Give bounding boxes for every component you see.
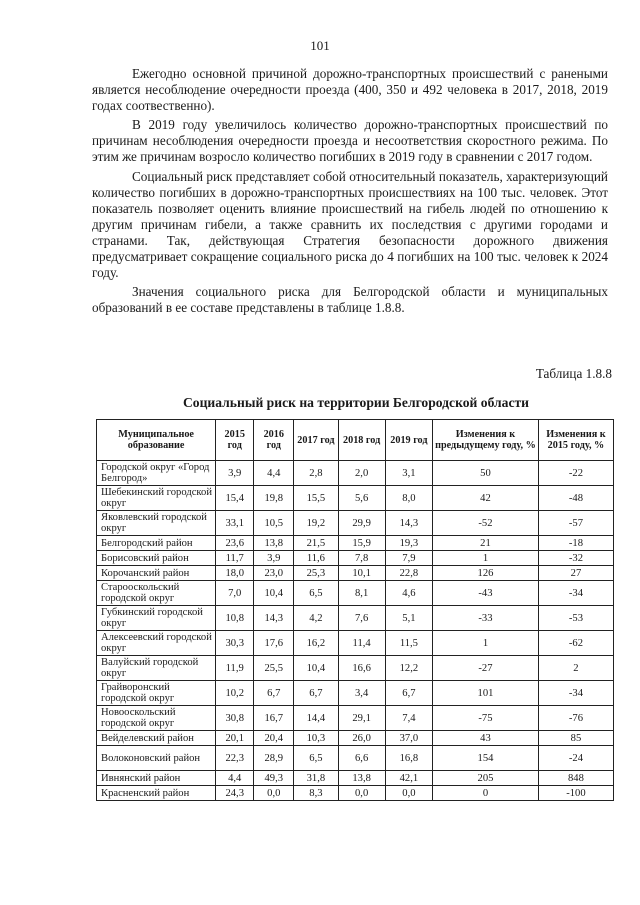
value-cell: 0,0 (338, 786, 385, 801)
value-cell: 16,8 (385, 746, 432, 771)
value-cell: 30,3 (216, 631, 254, 656)
value-cell: 22,3 (216, 746, 254, 771)
value-cell: 6,5 (294, 581, 338, 606)
value-cell: 4,4 (216, 771, 254, 786)
municipality-cell: Губкинский городской округ (97, 606, 216, 631)
table-row (97, 731, 614, 746)
table-row (97, 566, 614, 581)
value-cell: 5,6 (338, 486, 385, 511)
value-cell: 1 (433, 551, 539, 566)
value-cell: -33 (433, 606, 539, 631)
table-row (97, 746, 614, 771)
value-cell: -53 (538, 606, 613, 631)
column-header: 2018 год (338, 420, 385, 461)
value-cell: 10,5 (254, 511, 294, 536)
table-row (97, 606, 614, 631)
value-cell: 10,4 (254, 581, 294, 606)
value-cell: 31,8 (294, 771, 338, 786)
value-cell: 7,9 (385, 551, 432, 566)
column-header: 2015 год (216, 420, 254, 461)
table-row (97, 786, 614, 801)
value-cell: 19,3 (385, 536, 432, 551)
value-cell: 848 (538, 771, 613, 786)
value-cell: 37,0 (385, 731, 432, 746)
value-cell: 43 (433, 731, 539, 746)
table-row (97, 656, 614, 681)
value-cell: 17,6 (254, 631, 294, 656)
municipality-cell: Красненский район (97, 786, 216, 801)
value-cell: 50 (433, 461, 539, 486)
value-cell: 42,1 (385, 771, 432, 786)
value-cell: 85 (538, 731, 613, 746)
paragraph: Социальный риск представляет собой относительный показатель, характеризующий количество погибших в дорожно-транспортных происшествиях на 100 тыс. человек. Этот показатель позволяет оценить влияние происшествий на гибель людей по отношению к другим причинам гибели, а также сравнить их последствия с другими городами и странами. Так, действующая Стратегия безопасности дорожного движения предусматривает сокращение социального риска до 4 погибших на 100 тыс. человек к 2024 году. (92, 168, 608, 281)
municipality-cell: Городской округ «Город Белгород» (97, 461, 216, 486)
value-cell: 15,9 (338, 536, 385, 551)
value-cell: 0,0 (385, 786, 432, 801)
value-cell: 2 (538, 656, 613, 681)
value-cell: 154 (433, 746, 539, 771)
value-cell: -22 (538, 461, 613, 486)
value-cell: -76 (538, 706, 613, 731)
value-cell: 18,0 (216, 566, 254, 581)
municipality-cell: Борисовский район (97, 551, 216, 566)
municipality-cell: Белгородский район (97, 536, 216, 551)
value-cell: 42 (433, 486, 539, 511)
value-cell: 6,6 (338, 746, 385, 771)
value-cell: 11,9 (216, 656, 254, 681)
municipality-cell: Валуйский городской округ (97, 656, 216, 681)
value-cell: 33,1 (216, 511, 254, 536)
value-cell: 7,8 (338, 551, 385, 566)
column-header: Изменения к предыдущему году, % (433, 420, 539, 461)
page-number: 101 (310, 38, 330, 53)
value-cell: -34 (538, 681, 613, 706)
value-cell: 16,7 (254, 706, 294, 731)
value-cell: -32 (538, 551, 613, 566)
value-cell: 3,9 (254, 551, 294, 566)
value-cell: 10,2 (216, 681, 254, 706)
value-cell: 24,3 (216, 786, 254, 801)
value-cell: -48 (538, 486, 613, 511)
value-cell: 4,4 (254, 461, 294, 486)
value-cell: 0,0 (254, 786, 294, 801)
table-row (97, 551, 614, 566)
value-cell: 4,2 (294, 606, 338, 631)
municipality-cell: Грайворонский городской округ (97, 681, 216, 706)
paragraph: Значения социального риска для Белгородской области и муниципальных образований в ее составе представлены в таблице 1.8.8. (92, 284, 608, 316)
value-cell: 15,4 (216, 486, 254, 511)
value-cell: 7,6 (338, 606, 385, 631)
column-header: Изменения к 2015 году, % (538, 420, 613, 461)
value-cell: 6,7 (385, 681, 432, 706)
value-cell: 7,4 (385, 706, 432, 731)
value-cell: 25,3 (294, 566, 338, 581)
value-cell: -52 (433, 511, 539, 536)
value-cell: 21,5 (294, 536, 338, 551)
table-row (97, 511, 614, 536)
value-cell: 11,7 (216, 551, 254, 566)
table-header-row (97, 420, 614, 461)
value-cell: 26,0 (338, 731, 385, 746)
value-cell: -27 (433, 656, 539, 681)
column-header: 2017 год (294, 420, 338, 461)
value-cell: 7,0 (216, 581, 254, 606)
value-cell: 16,6 (338, 656, 385, 681)
municipality-cell: Корочанский район (97, 566, 216, 581)
value-cell: 21 (433, 536, 539, 551)
value-cell: -34 (538, 581, 613, 606)
value-cell: 205 (433, 771, 539, 786)
value-cell: 14,3 (385, 511, 432, 536)
value-cell: 10,1 (338, 566, 385, 581)
value-cell: 10,8 (216, 606, 254, 631)
municipality-cell: Шебекинский городской округ (97, 486, 216, 511)
value-cell: 6,7 (294, 681, 338, 706)
value-cell: 20,4 (254, 731, 294, 746)
value-cell: 10,3 (294, 731, 338, 746)
table-title: Социальный риск на территории Белгородской области (182, 395, 529, 410)
municipality-cell: Волоконовский район (97, 746, 216, 771)
value-cell: 5,1 (385, 606, 432, 631)
value-cell: 3,4 (338, 681, 385, 706)
column-header: 2016 год (254, 420, 294, 461)
value-cell: 3,9 (216, 461, 254, 486)
social-risk-table (96, 419, 614, 801)
value-cell: -43 (433, 581, 539, 606)
value-cell: -18 (538, 536, 613, 551)
value-cell: 3,1 (385, 461, 432, 486)
value-cell: 6,5 (294, 746, 338, 771)
value-cell: 19,8 (254, 486, 294, 511)
value-cell: 20,1 (216, 731, 254, 746)
municipality-cell: Ивнянский район (97, 771, 216, 786)
paragraph: Ежегодно основной причиной дорожно-транспортных происшествий с ранеными является несоблюдение очередности проезда (400, 350 и 492 человека в 2017, 2018, 2019 годах соотвественно). (92, 66, 608, 114)
municipality-cell: Новооскольский городской округ (97, 706, 216, 731)
table-row (97, 536, 614, 551)
table-row (97, 681, 614, 706)
value-cell: 49,3 (254, 771, 294, 786)
value-cell: -57 (538, 511, 613, 536)
table-row (97, 461, 614, 486)
value-cell: 11,5 (385, 631, 432, 656)
value-cell: 16,2 (294, 631, 338, 656)
value-cell: 14,3 (254, 606, 294, 631)
value-cell: 1 (433, 631, 539, 656)
table-row (97, 631, 614, 656)
value-cell: 11,6 (294, 551, 338, 566)
table-row (97, 486, 614, 511)
value-cell: 23,6 (216, 536, 254, 551)
value-cell: 23,0 (254, 566, 294, 581)
value-cell: 0 (433, 786, 539, 801)
value-cell: 101 (433, 681, 539, 706)
column-header: 2019 год (385, 420, 432, 461)
value-cell: 126 (433, 566, 539, 581)
value-cell: -75 (433, 706, 539, 731)
value-cell: 8,1 (338, 581, 385, 606)
table-row (97, 581, 614, 606)
value-cell: 29,9 (338, 511, 385, 536)
value-cell: -24 (538, 746, 613, 771)
value-cell: 13,8 (338, 771, 385, 786)
table-row (97, 771, 614, 786)
municipality-cell: Вейделевский район (97, 731, 216, 746)
municipality-cell: Старооскольский городской округ (97, 581, 216, 606)
value-cell: 22,8 (385, 566, 432, 581)
table-body (97, 461, 614, 801)
value-cell: -100 (538, 786, 613, 801)
value-cell: 4,6 (385, 581, 432, 606)
table-caption: Таблица 1.8.8 (535, 366, 612, 381)
value-cell: 14,4 (294, 706, 338, 731)
value-cell: 10,4 (294, 656, 338, 681)
value-cell: 2,8 (294, 461, 338, 486)
value-cell: 27 (538, 566, 613, 581)
value-cell: 11,4 (338, 631, 385, 656)
value-cell: 12,2 (385, 656, 432, 681)
value-cell: 30,8 (216, 706, 254, 731)
value-cell: 6,7 (254, 681, 294, 706)
value-cell: 19,2 (294, 511, 338, 536)
municipality-cell: Алексеевский городской округ (97, 631, 216, 656)
value-cell: 28,9 (254, 746, 294, 771)
value-cell: 15,5 (294, 486, 338, 511)
value-cell: 13,8 (254, 536, 294, 551)
value-cell: 8,0 (385, 486, 432, 511)
column-header: Муниципальное образование (97, 420, 216, 461)
value-cell: 25,5 (254, 656, 294, 681)
municipality-cell: Яковлевский городской округ (97, 511, 216, 536)
value-cell: 2,0 (338, 461, 385, 486)
value-cell: 8,3 (294, 786, 338, 801)
table-row (97, 706, 614, 731)
body-text (92, 66, 608, 319)
paragraph: В 2019 году увеличилось количество дорожно-транспортных происшествий по причинам несоблюдения очередности проезда и несоответствия скоростного режима. По этим же причинам возросло количество погибших в 2019 году в сравнении с 2017 годом. (92, 117, 608, 165)
value-cell: -62 (538, 631, 613, 656)
value-cell: 29,1 (338, 706, 385, 731)
